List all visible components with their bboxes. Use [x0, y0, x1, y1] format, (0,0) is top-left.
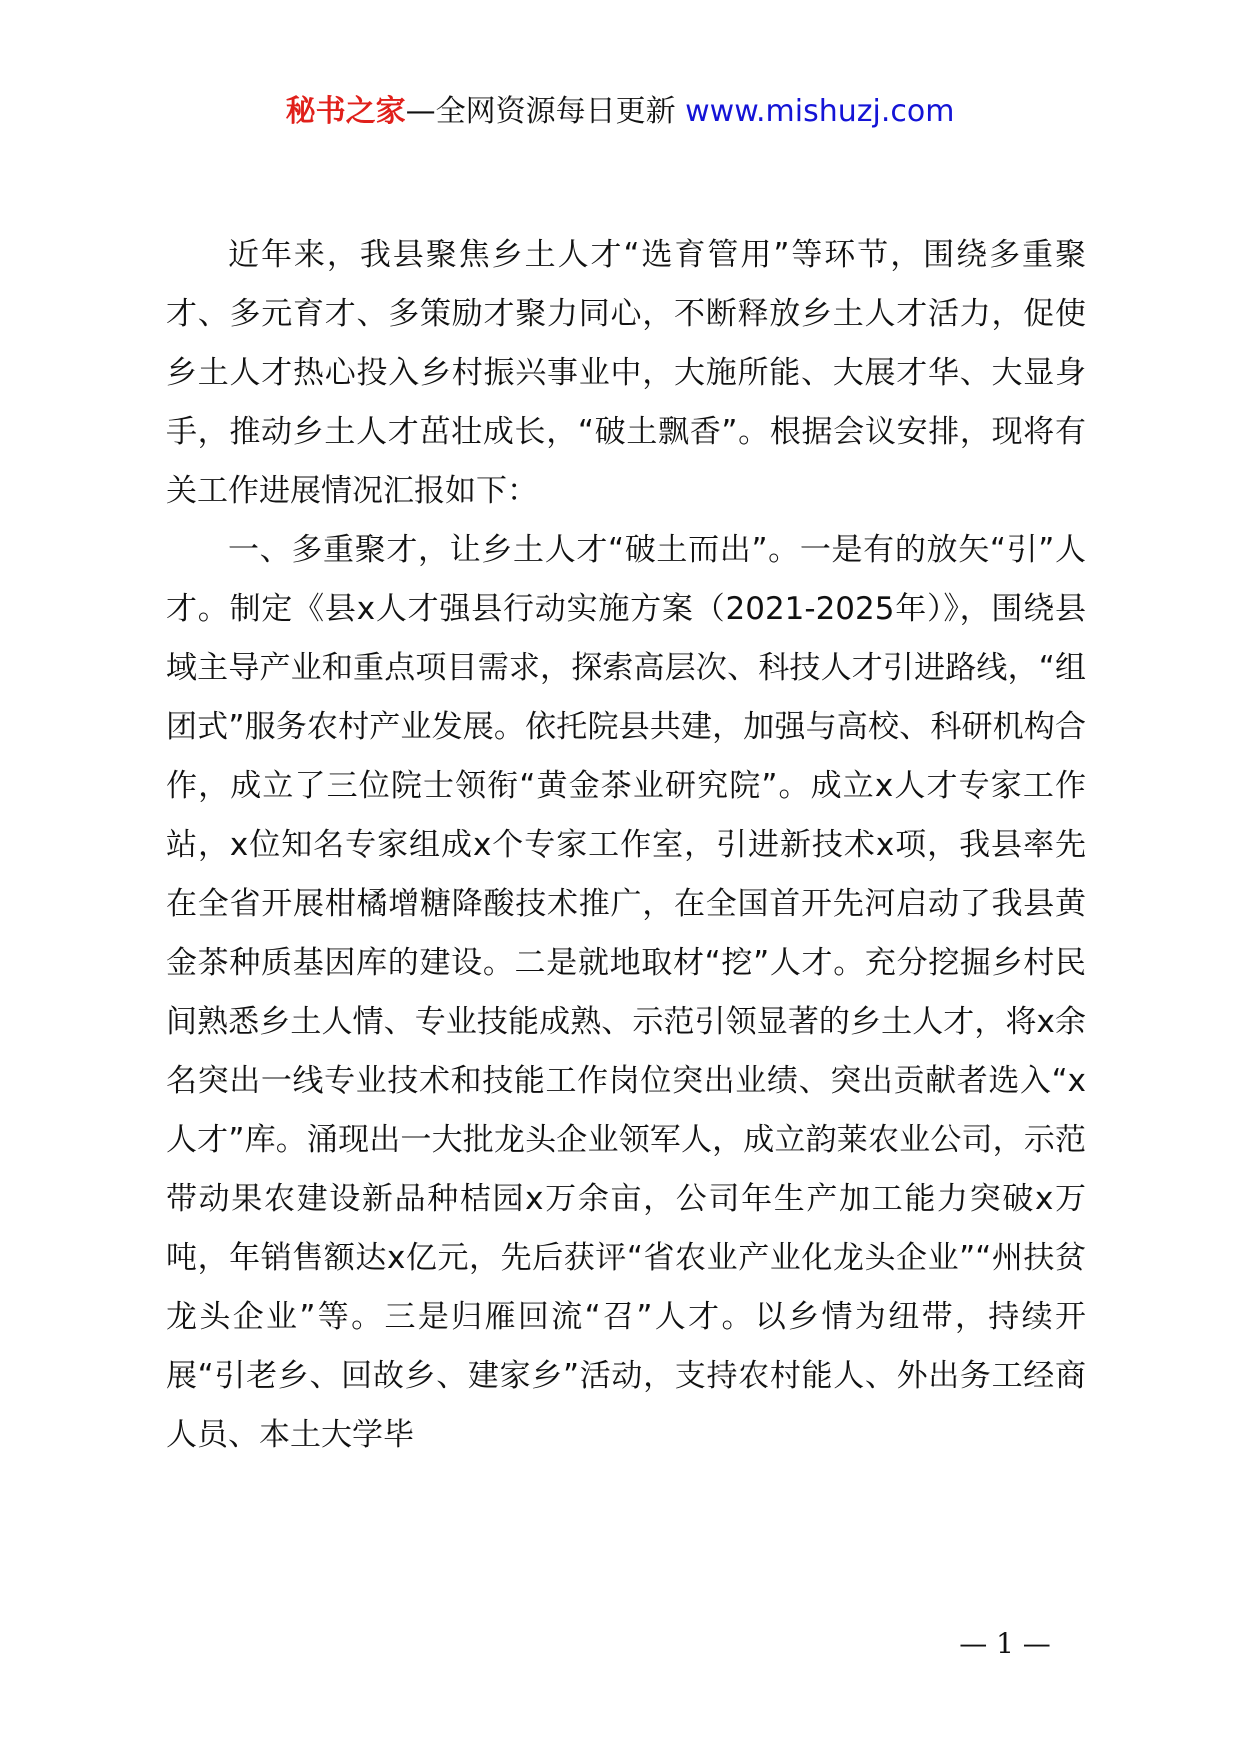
section-one-paragraph: 一、多重聚才，让乡土人才“破土而出”。一是有的放矢“引”人才。制定《县x人才强县行动实施方案（2021-2025年）》，围绕县域主导产业和重点项目需求，探索高层次、科技人才引进路线，“组团式”服务农村产业发展。依托院县共建，加强与高校、科研机构合作，成立了三位院士领衔“黄金茶业研究院”。成立x人才专家工作站，x位知名专家组成x个专家工作室，引进新技术x项，我县率先在全省开展柑橘增糖降酸技术推广，在全国首开先河启动了我县黄金茶种质基因库的建设。二是就地取材“挖”人才。充分挖掘乡村民间熟悉乡土人情、专业技能成熟、示范引领显著的乡土人才，将x余名突出一线专业技术和技能工作岗位突出业绩、突出贡献者选入“x人才”库。涌现出一大批龙头企业领军人，成立韵莱农业公司，示范带动果农建设新品种桔园x万余亩，公司年生产加工能力突破x万吨，年销售额达x亿元，先后获评“省农业产业化龙头企业”“州扶贫龙头企业”等。三是归雁回流“召”人才。以乡情为纽带，持续开展“引老乡、回故乡、建家乡”活动，支持农村能人、外出务工经商人员、本土大学毕: [166, 532, 1086, 1453]
site-brand: 秘书之家: [285, 94, 406, 129]
site-url[interactable]: www.mishuzj.com: [685, 94, 955, 129]
intro-paragraph: 近年来，我县聚焦乡土人才“选育管用”等环节，围绕多重聚才、多元育才、多策励才聚力同心，不断释放乡土人才活力，促使乡土人才热心投入乡村振兴事业中，大施所能、大展才华、大显身手，推动乡土人才茁壮成长，“破土飘香”。根据会议安排，现将有关工作进展情况汇报如下：: [166, 237, 1086, 509]
document-body: [166, 226, 1086, 1465]
site-tagline: —全网资源每日更新: [405, 94, 686, 129]
page-number: — 1 —: [959, 1627, 1051, 1660]
site-header: [0, 92, 1240, 132]
